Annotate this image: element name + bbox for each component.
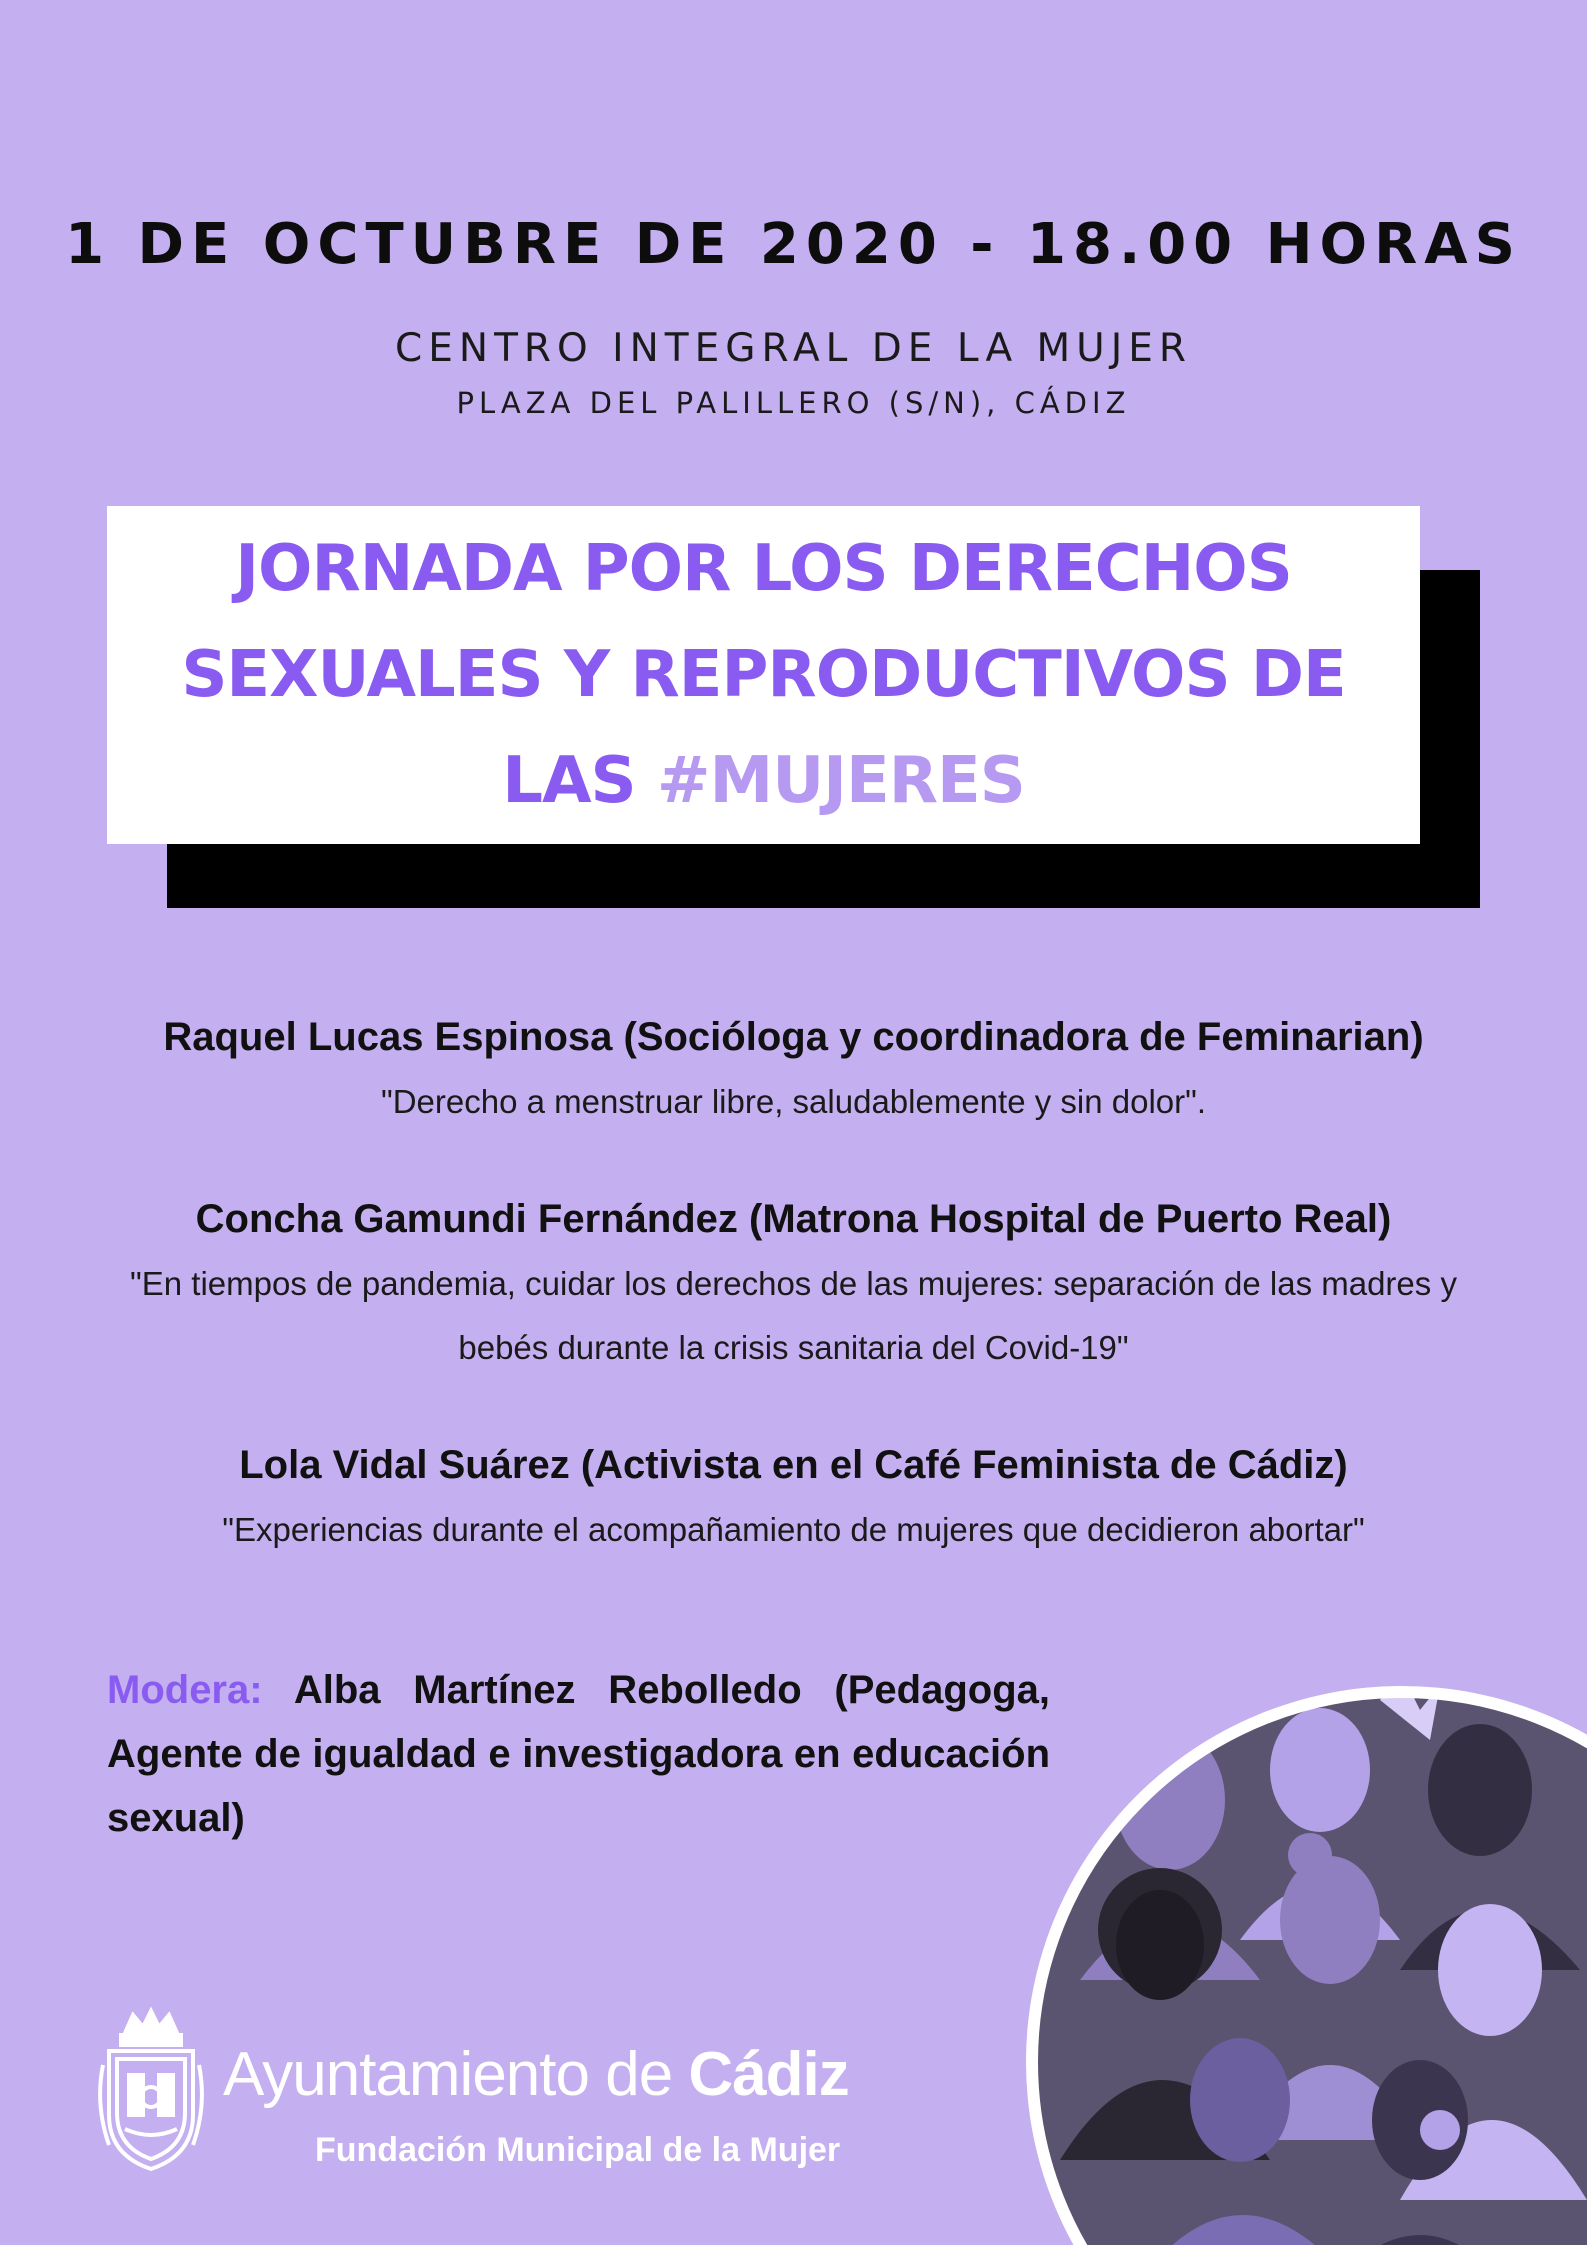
speaker-talk: "Experiencias durante el acompañamiento de mujeres que decidieron abortar" — [222, 1511, 1365, 1548]
speaker-name: Raquel Lucas Espinosa (Socióloga y coordinadora de Feminarian) — [163, 1015, 1424, 1059]
moderator-text: Alba Martínez Rebolledo (Pedagoga, Agente de igualdad e investigadora en educación sexual) — [107, 1668, 1050, 1840]
event-venue: CENTRO INTEGRAL DE LA MUJER — [395, 326, 1192, 371]
organizer-logo — [95, 2005, 875, 2175]
title-line-3 — [181, 728, 1345, 834]
moderator-label: Modera: — [107, 1668, 263, 1712]
city-crest-icon — [95, 2005, 207, 2175]
speaker-name: Lola Vidal Suárez (Activista en el Café Feminista de Cádiz) — [239, 1443, 1348, 1487]
logo-name-regular: Ayuntamiento de — [223, 2040, 689, 2109]
speaker-talk: "Derecho a menstruar libre, saludablemente y sin dolor". — [381, 1083, 1206, 1120]
title-line-1: JORNADA POR LOS DERECHOS — [235, 532, 1292, 606]
title-line-3-prefix: LAS — [502, 744, 636, 818]
title-hashtag: #MUJERES — [656, 744, 1025, 818]
logo-subtitle: Fundación Municipal de la Mujer — [315, 2131, 841, 2169]
speaker-item — [100, 1186, 1487, 1380]
speaker-name: Concha Gamundi Fernández (Matrona Hospital de Puerto Real) — [195, 1197, 1392, 1241]
logo-name — [223, 2039, 849, 2110]
title-line-2: SEXUALES Y REPRODUCTIVOS DE — [181, 638, 1346, 712]
title-box — [107, 506, 1420, 844]
moderator — [107, 1658, 1050, 1850]
speaker-item — [100, 1004, 1487, 1134]
event-date-time: 1 DE OCTUBRE DE 2020 - 18.00 HORAS — [65, 212, 1522, 277]
speaker-list — [100, 1004, 1487, 1614]
event-title — [181, 516, 1345, 834]
women-silhouettes-illustration — [1020, 1680, 1587, 2245]
logo-name-bold: Cádiz — [688, 2040, 849, 2109]
speaker-item — [100, 1432, 1487, 1562]
event-address: PLAZA DEL PALILLERO (S/N), CÁDIZ — [456, 386, 1131, 420]
speaker-talk: "En tiempos de pandemia, cuidar los derechos de las mujeres: separación de las madres y bebés durante la crisis sanitaria del Covid-19" — [130, 1265, 1457, 1366]
